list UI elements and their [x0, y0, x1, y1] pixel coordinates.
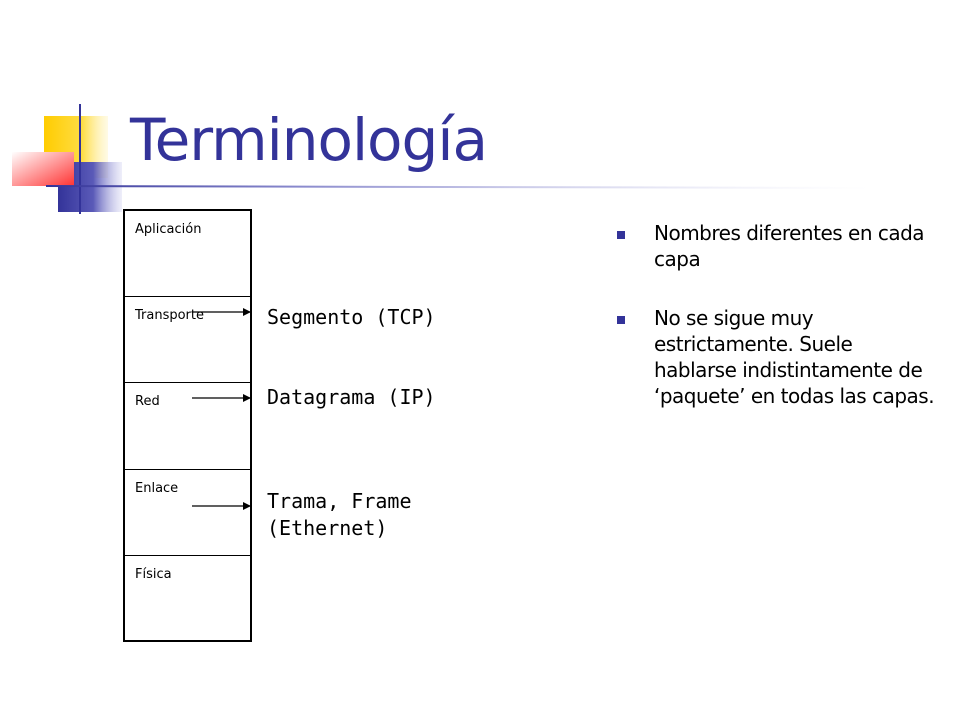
pdu-segment: Segmento (TCP) — [267, 305, 436, 329]
bullet-text: No se sigue muy estrictamente. Suele hablarse indistintamente de ‘paquete’ en todas las capas. — [654, 306, 935, 408]
pdu-frame: Trama, Frame (Ethernet) — [267, 489, 412, 540]
square-bullet-icon — [617, 316, 625, 324]
layer-label: Transporte — [135, 308, 204, 324]
layer-label: Física — [135, 566, 172, 582]
pdu-datagram: Datagrama (IP) — [267, 385, 436, 409]
bullet-item — [617, 305, 937, 409]
layer-label: Enlace — [135, 480, 179, 496]
square-bullet-icon — [617, 231, 625, 239]
bullet-list — [617, 220, 937, 409]
bullet-item — [617, 220, 937, 272]
slide-title: Terminología — [130, 106, 488, 174]
bullet-text: Nombres diferentes en cada capa — [654, 221, 925, 271]
layer-label: Red — [135, 394, 160, 410]
layer-label: Aplicación — [135, 222, 202, 237]
